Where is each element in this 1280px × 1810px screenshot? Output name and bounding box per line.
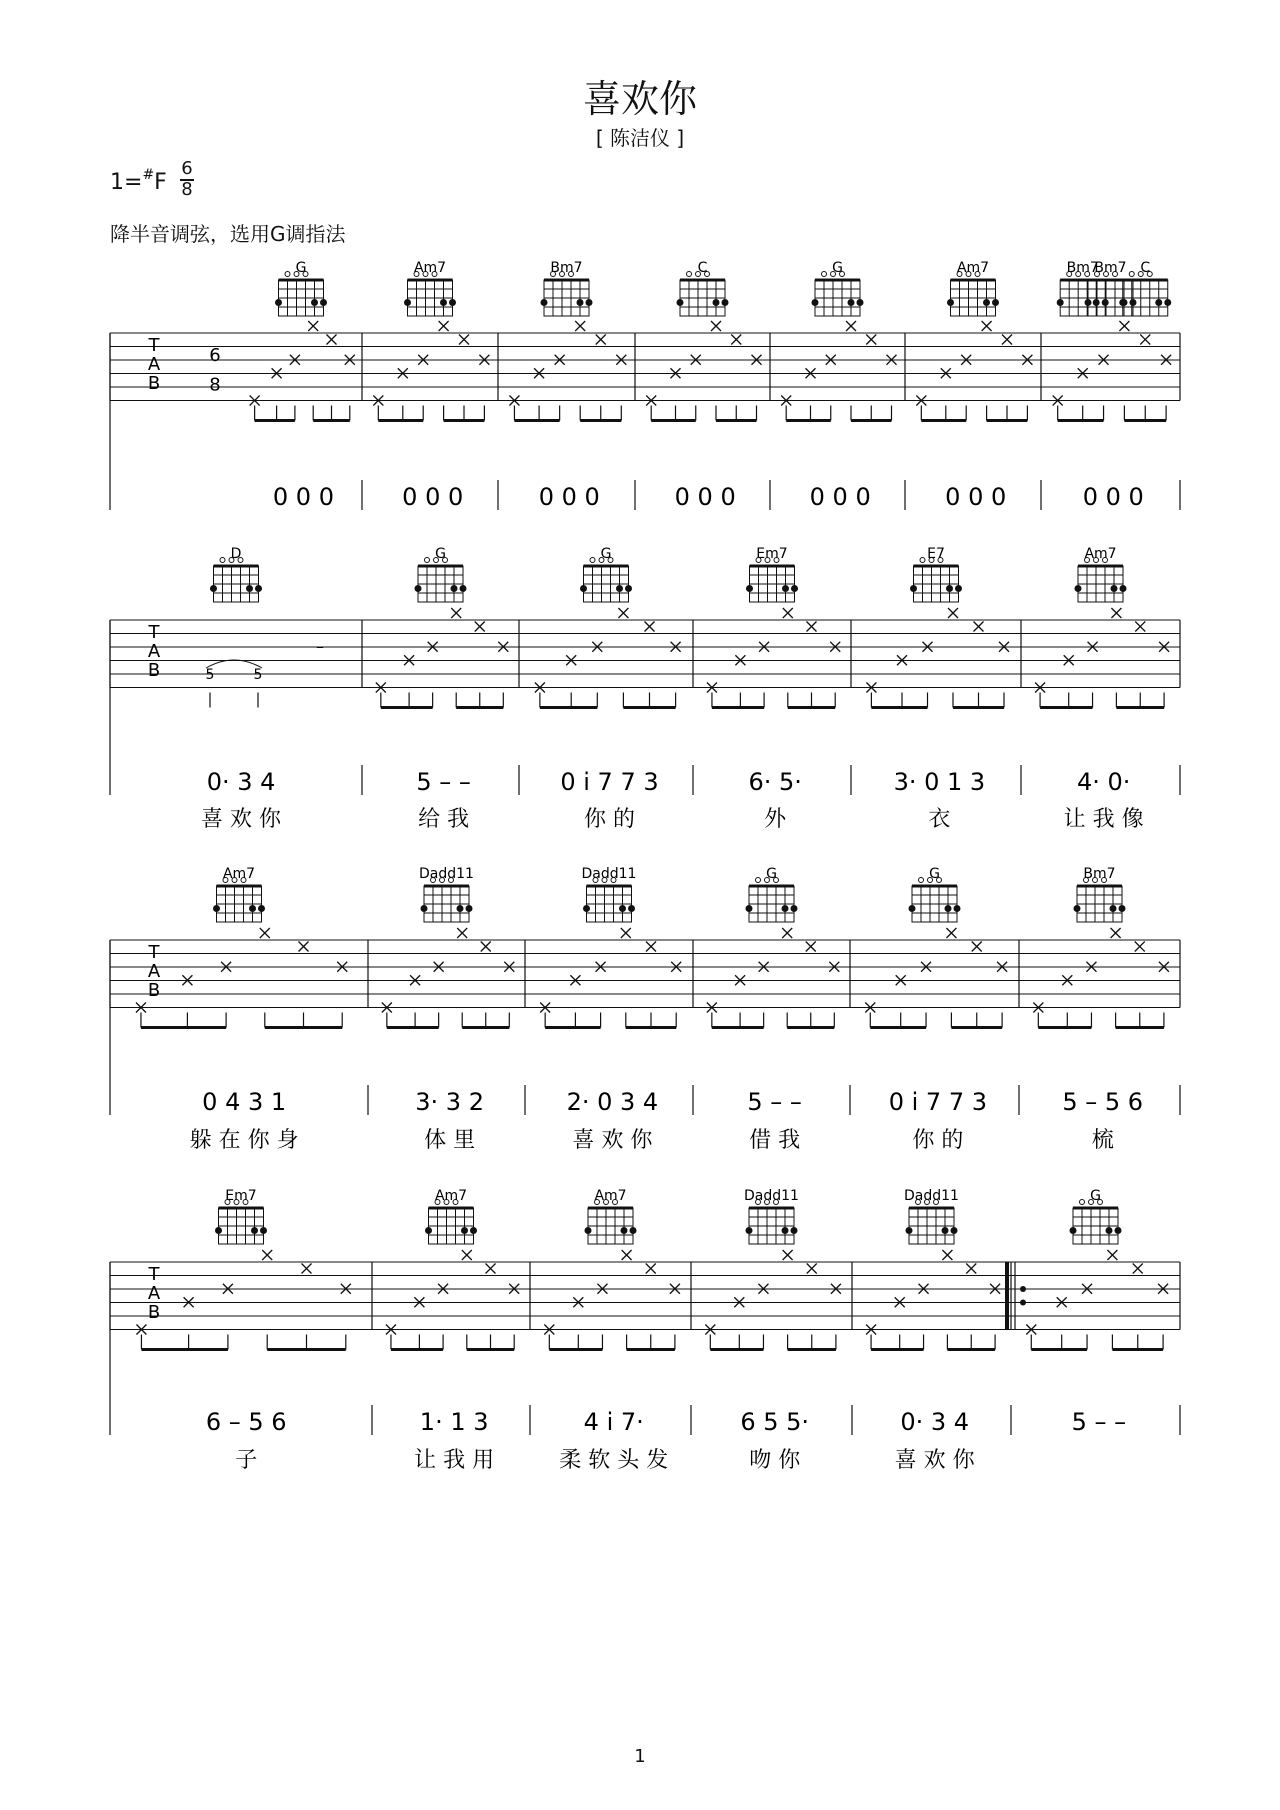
chord-finger-dot [848,299,855,306]
chord-finger-dot [910,585,917,592]
lyric-group: 吻 你 [749,1448,801,1473]
chord-finger-dot [713,299,720,306]
chord-finger-dot [1110,905,1117,912]
song-title: 喜欢你 [582,77,697,121]
jianpu-measure: 0 0 0 [674,483,736,511]
tab-time-signature: 6 [209,345,221,366]
jianpu-measure: 0· 3 4 [900,1408,970,1436]
chord-finger-dot [1115,1227,1122,1234]
chord-finger-dot [585,1227,592,1234]
chord-name: G [929,866,940,882]
jianpu-measure: 0 0 0 [945,483,1007,511]
chord-finger-dot [1130,299,1137,306]
chord-finger-dot [583,905,590,912]
chord-name: G [766,866,777,882]
lyric-group: 外 [764,807,787,832]
chord-finger-dot [782,585,789,592]
tab-clef-letter: B [147,979,161,1001]
lyric-group: 子 [235,1448,258,1473]
chord-finger-dot [1119,905,1126,912]
lyric-group: 柔 软 头 发 [559,1448,669,1473]
lyric-group: 躲 在 你 身 [189,1128,299,1153]
chord-finger-dot [461,1227,468,1234]
tab-clef-letter: T [148,622,160,643]
chord-name: C [1140,260,1151,276]
chord-finger-dot [746,585,753,592]
lyric-group: 喜 欢 你 [201,807,282,832]
repeat-dot [1020,1286,1026,1292]
chord-open-string [285,272,290,277]
tab-clef-letter: A [147,960,161,982]
tab-clef-letter: A [147,640,161,662]
chord-name: Am7 [956,260,990,276]
chord-finger-dot [945,905,952,912]
chord-name: Am7 [1084,546,1117,562]
chord-finger-dot [249,905,256,912]
chord-finger-dot [1119,299,1126,306]
chord-open-string [220,558,225,563]
chord-open-string [687,272,692,277]
chord-open-string [756,878,761,883]
jianpu-measure: 0 0 0 [272,483,334,511]
chord-finger-dot [580,585,587,592]
jianpu-measure: 0 0 0 [402,483,464,511]
chord-finger-dot [782,1227,789,1234]
chord-finger-dot [909,905,916,912]
chord-name: Dadd11 [904,1188,959,1204]
lyric-group: 你 的 [583,807,635,832]
chord-finger-dot [251,1227,258,1234]
jianpu-measure: 0 0 0 [1082,483,1144,511]
chord-name: G [295,260,307,276]
chord-finger-dot [246,585,253,592]
lyric-group: 让 我 用 [414,1448,495,1473]
chord-open-string [920,558,925,563]
chord-finger-dot [1155,299,1162,306]
chord-finger-dot [577,299,584,306]
page-number: 1 [634,1746,646,1767]
chord-name: Am7 [594,1188,627,1204]
chord-name: Dadd11 [744,1188,799,1204]
chord-finger-dot [451,585,458,592]
jianpu-measure: 1· 1 3 [419,1408,489,1436]
chord-name: Bm7 [550,260,583,276]
chord-finger-dot [1120,585,1127,592]
chord-finger-dot [906,1227,913,1234]
chord-finger-dot [311,299,318,306]
tab-time-signature: 8 [209,374,221,396]
chord-finger-dot [320,299,327,306]
chord-name: G [832,260,843,276]
chord-name: Am7 [434,1188,468,1204]
chord-finger-dot [1102,299,1109,306]
chord-finger-dot [630,1227,637,1234]
chord-finger-dot [260,1227,267,1234]
chord-finger-dot [621,1227,628,1234]
chord-name: Bm7 [1094,260,1127,276]
chord-finger-dot [791,905,798,912]
tab-fret-number: 5 [205,667,215,683]
chord-name: Am7 [413,260,447,276]
lyric-group: 体 里 [424,1128,476,1153]
lyric-group: 借 我 [749,1128,801,1153]
chord-finger-dot [857,299,864,306]
chord-finger-dot [425,1227,432,1234]
chord-name: Em7 [225,1188,257,1204]
tab-rest: – [316,637,324,656]
jianpu-measure: 5 – – [747,1088,802,1116]
chord-finger-dot [415,585,422,592]
chord-finger-dot [616,585,623,592]
jianpu-measure: 5 – – [416,768,471,796]
chord-finger-dot [255,585,262,592]
chord-finger-dot [1093,299,1100,306]
chord-finger-dot [942,1227,949,1234]
chord-finger-dot [746,905,753,912]
jianpu-measure: 6· 5· [748,768,802,796]
jianpu-measure: 5 – 5 6 [1062,1088,1144,1116]
chord-finger-dot [470,1227,477,1234]
jianpu-measure: 2· 0 3 4 [566,1088,659,1116]
chord-finger-dot [210,585,217,592]
tab-clef-letter: T [148,942,160,963]
jianpu-measure: 0 4 3 1 [202,1088,287,1116]
chord-finger-dot [992,299,999,306]
repeat-dot [1020,1300,1026,1306]
chord-finger-dot [541,299,548,306]
tab-clef-letter: A [147,1282,161,1304]
chord-finger-dot [954,905,961,912]
chord-name: Dadd11 [419,866,474,882]
chord-finger-dot [460,585,467,592]
chord-name: G [1090,1188,1101,1204]
chord-finger-dot [619,905,626,912]
lyric-group: 让 我 像 [1063,807,1144,832]
chord-open-string [822,272,827,277]
jianpu-measure: 3· 3 2 [415,1088,484,1116]
chord-finger-dot [791,1227,798,1234]
artist-name: [ 陈洁仪 ] [595,126,685,150]
chord-finger-dot [955,585,962,592]
jianpu-measure: 0 i 7 7 3 [560,768,659,796]
chord-finger-dot [449,299,456,306]
key-signature: 1=#F [110,167,167,195]
lyric-group: 喜 欢 你 [572,1128,653,1153]
chord-finger-dot [457,905,464,912]
lyric-group: 给 我 [418,807,470,832]
chord-finger-dot [440,299,447,306]
chord-finger-dot [782,905,789,912]
chord-name: E7 [927,546,945,562]
chord-name: Bm7 [1066,260,1099,276]
chord-finger-dot [625,585,632,592]
chord-finger-dot [1111,585,1118,592]
chord-name: Dadd11 [581,866,637,882]
chord-finger-dot [258,905,265,912]
chord-finger-dot [1075,585,1082,592]
jianpu-measure: 0 0 0 [809,483,871,511]
chord-open-string [919,878,924,883]
chord-name: Am7 [222,866,256,882]
chord-finger-dot [213,905,220,912]
tab-clef-letter: A [147,353,161,375]
chord-open-string [425,558,430,563]
tuning-note: 降半音调弦，选用G调指法 [110,222,346,246]
chord-finger-dot [791,585,798,592]
jianpu-measure: 0· 3 4 [206,768,276,796]
tab-fret-number: 5 [253,667,263,683]
tab-clef-letter: T [148,335,160,356]
chord-finger-dot [215,1227,222,1234]
chord-finger-dot [947,299,954,306]
chord-name: C [697,260,708,276]
chord-finger-dot [275,299,282,306]
lyric-group: 梳 [1091,1128,1114,1153]
chord-name: G [600,546,612,562]
jianpu-measure: 5 – – [1071,1408,1127,1436]
chord-finger-dot [746,1227,753,1234]
chord-finger-dot [466,905,473,912]
chord-name: Em7 [756,546,788,562]
time-signature: 6 8 [181,158,193,200]
lyric-group: 喜 欢 你 [894,1448,975,1473]
chord-finger-dot [1085,299,1092,306]
chord-open-string [590,558,595,563]
chord-finger-dot [586,299,593,306]
chord-finger-dot [1070,1227,1077,1234]
jianpu-measure: 4· 0· [1076,768,1131,796]
chord-open-string [1129,272,1134,277]
chord-name: D [230,546,242,562]
chord-open-string [1080,1200,1085,1205]
tab-clef-letter: B [147,372,161,394]
tab-clef-letter: B [147,1301,161,1323]
chord-finger-dot [983,299,990,306]
chord-name: Bm7 [1083,866,1116,882]
chord-finger-dot [812,299,819,306]
chord-finger-dot [421,905,428,912]
jianpu-measure: 3· 0 1 3 [893,768,986,796]
jianpu-measure: 6 5 5· [740,1408,810,1436]
chord-finger-dot [1164,299,1171,306]
chord-finger-dot [1057,299,1064,306]
jianpu-measure: 6 – 5 6 [205,1408,287,1436]
chord-finger-dot [946,585,953,592]
chord-finger-dot [951,1227,958,1234]
chord-finger-dot [1106,1227,1113,1234]
chord-name: G [435,546,446,562]
lyric-group: 你 的 [912,1128,964,1153]
jianpu-measure: 4 i 7· [583,1408,644,1436]
chord-finger-dot [1074,905,1081,912]
chord-finger-dot [404,299,411,306]
chord-finger-dot [677,299,684,306]
chord-finger-dot [722,299,729,306]
tab-clef-letter: T [148,1264,160,1285]
chord-finger-dot [628,905,635,912]
tab-clef-letter: B [147,659,161,681]
jianpu-measure: 0 0 0 [538,483,600,511]
lyric-group: 衣 [928,807,951,832]
jianpu-measure: 0 i 7 7 3 [888,1088,988,1116]
